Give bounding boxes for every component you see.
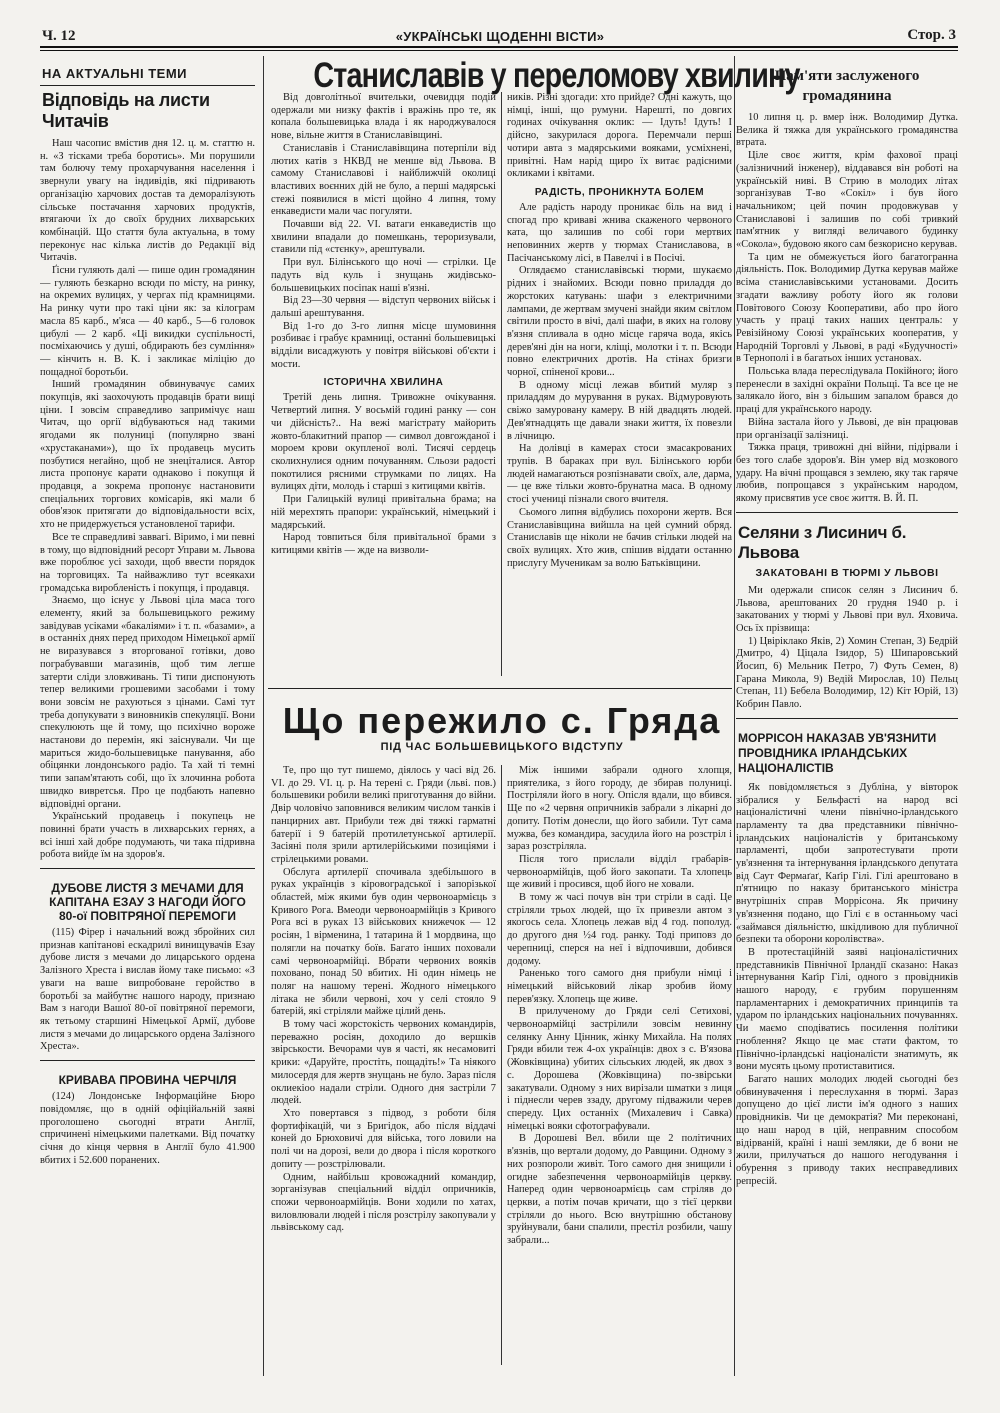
paragraph: Тяжка праця, тривожні дні війни, підірвали і без того слабе здоров'я. Він умер від мозкового удару. На вічні прощався з землею, яку так гаряче любив, попрощався з українським народом, якому присвятив усе своє життя. В. Й. П. [736,442,958,505]
paragraph: Війна застала його у Львові, де він працював при організації залізниці. [736,416,958,441]
paragraph: Між іншими забрали одного хлопця, приятелика, з його городу, де збирав полуниці. Постріляли його в ногу. Опісля вдали, що вбився. Ще по «2 червня опричників забрали з лікарні до допиту. Потім донесли, що його забили. Тут сама мужва, без командира, засудила його на розстріл і зараз розстріляла. [507,765,732,853]
paragraph: При вул. Білінського що ночі — стрілки. Це падуть від куль і знущань жидівсько-большевицьких посіпак наші в'язні. [271,257,496,294]
paragraph: Станиславів і Станиславівщина потерпіли від лютих катів з НКВД не менше від Львова. В самому Станиславові і найближчій околиці властивих воєнних дій не було, а перші мадярські стежі появилися в місті щойно 4 липня, тому енкаведисти мали час погуляти. [271,142,496,218]
left-column [40,58,255,1378]
paragraph: В тому часі жорстокість червоних командирів, переважно росіян, доходило до вершків звірськости. Вечорами чув я часті, як несамовиті крики: «Даруйте, простіть, пощадіть!» Та ніякого милосердя для жертв знущань не було. Зараз після оклиекіоо надали стріли. Одного дня застріли 7 людей. [271,1019,496,1107]
gryada-column-1 [271,765,496,1365]
paragraph: Обслуга артилерії спочивала здебільшого в руках українців з кіровоградської і запорізької областей, між якими був один червоноармієць з Кривого Рога. Вмеоди червоноармійців з Кривого Рога всі в руках 13 військових книжечок — 12 росіян, 1 вірменина, 1 татарина й 1 мордвина, що полягли на початку боїв. Багато інших поховали самі червоноармійці. Вбрати червоних вояків поховано, понад 50 вбитих. Ні один німець не поляг на нашому терені. Жодного німецького літака не збили червоні, хоч у селі стояло 9 батерій, які стріляли майже цілий день. [271,866,496,1018]
section-rule [736,512,958,513]
subheadline-villagers: ЗАКАТОВАНІ В ТЮРМІ У ЛЬВОВІ [755,566,939,579]
gryada-column-2 [507,765,732,1365]
page-number-right: Стор. 3 [907,27,956,43]
article-headline-villagers: Селяни з Лисинич б. Львова [738,522,907,562]
paragraph: Одним, найбільш кровожадний командир, зорганізував спеціальний відділ опричників, спожи червоноармійців. Вони ходили по хатах, виловлювали людей і після розстрілу закопували у львівському сад. [271,1171,496,1234]
section-kicker: НА АКТУАЛЬНІ ТЕМИ [40,58,255,86]
paragraph: При Галицькій вулиці привітальна брама; на ній мерехтять прапори: український, німецький і мадярський. [271,494,496,531]
paragraph: Оглядаємо станиславівські тюрми, шукаємо рідних і знайомих. Всюди повно приладдя до жорстоких катувань: шафи з електричними лампами, де жертвам змучені знайди яким світлом світили просто в вічі, далі шафи, в яких на голову в'язня спливала в одно місце гаряча вода, якісь дерев'яні дін на ноги, кліщі, молотки і т. п. Всюди повно електричних дротів. На стінах бризги чорної, спіненої крови... [507,265,732,379]
article-readers-body [40,138,255,862]
paragraph: Інший громадянин обвинувачує самих покупців, які заохочують продавців брати вищі ціни. І зовсім справедливо запримічує наш Читач, що оргії відбуваються над такими ягодами як полуниці (популярно звані «хрустаканами»), що їх продавець мусить позбутися негайно, щоб не знеціталися. Автор листа пропонує карати однаково і покупця й продавця, а зокрема пропонує настановити спеціальних торгових комісарів, які мали б обов'язок притягати до відповідальности всіх, хто не придержується установленої тарифи. [40,379,255,531]
article-headline-churchill: КРИВАВА ПРОВИНА ЧЕРЧІЛЯ [58,1073,237,1088]
paragraph: Український продавець і покупець не повинні брати участь в лихварських гернях, а всі інші хай добре подумають, чи така підривна робота вийде їм на здоров'я. [40,811,255,861]
paragraph: Сьомого липня відбулись похорони жертв. Вся Станиславівщина вийшла на цей сумний обряд. Станиславів ще ніколи не бачив стільки людей на своїх вулицях. Хто жив, спішив віддати останню прислугу Мученикам за волю Батьківщини. [507,506,732,569]
subheading-joy-with-pain: РАДІСТЬ, ПРОНИКНУТА БОЛЕМ [534,186,705,198]
column-divider [501,92,502,676]
column-divider [263,56,264,1376]
column-divider [501,765,502,1365]
article-headline-readers: Відповідь на листи Читачів [42,90,210,131]
section-rule [736,718,958,719]
paragraph: Від 23—30 червня — відступ червоних військ і дальші арештування. [271,295,496,319]
paragraph: 1) Цвіріклако Яків, 2) Хомин Степан, 3) Бедрій Дмитро, 4) Ціцала Ізидор, 5) Шипаровський Йосип, 6) Мельник Петро, 7) Футь Семен, 8) Гарана Микола, 9) Ведій Мирослав, 10) Пельц Степан, 11) Бебела Володимир, 12) Кіт Юрій, 13) Кобрин Павло. [736,635,958,711]
stanislaviv-column-2 [507,92,732,677]
headline-gryada: Що пережило с. Гряда [282,700,722,741]
subheading-historic-moment: ІСТОРИЧНА ХВИЛИНА [323,377,444,389]
paragraph: На долівці в камерах стоси змасакрованих трупів. В бараках при вул. Білінського юрби людей намагаються розпізнавати своїх, але, дарма, — це вже тільки жовто-брунатна маса. В одному стосі учениці пізнали свого вчителя. [507,443,732,506]
column-divider [734,56,735,1376]
paragraph: 10 липня ц. р. вмер інж. Володимир Дутка. Велика й тяжка для українського громадянства втрата. [736,112,958,149]
headline-stanislaviv: Станиславів у переломову хвилину [313,56,800,95]
paragraph: Почавши від 22. VI. ватаги енкаведистів що хвилини впадали до помешкань, тероризували, ставили під «стєнку», арештували. [271,219,496,256]
paragraph: Але радість народу проникає біль на вид і спогад про криваві жнива скаженого червоного ката, що залишив по собі гори мертвих неповинних жертв у тюрмах Станиславова, в Пасічанському лісі, в Павелчі і в Посічі. [507,201,732,264]
paragraph: Від довголітньої вчительки, очевидця подій одержали ми низку фактів і вражінь про те, як копала большевицька влада і як народжувалося нове, вільне життя в Станиславівщині. [271,92,496,142]
paragraph: (115) Фірер і начальний вожд збройних сил признав капітанові ескадрилі винищувачів Езау дубове листя з мечами до лицарського ордена Залізного Хреста і вислав йому таке письмо: «З уваги на ваше випробоване геройство в боротьбі за майбутнє нашого народу, признаю Вам з нагоди Вашої 80-ої повітряної перемоги, як тетьому старшині Німецької Армії, дубове листя з мечами до лицарського ордена Залізного Хреста». [40,927,255,1053]
section-rule [268,688,732,689]
paragraph: Наш часопис вмістив дня 12. ц. м. статтю н. н. «З тісками треба боротись». Ми порушили там болючу тему прохарчування населення і звернули увагу на індивідів, які підривають організацію харчових достав та деморалізують сільське постачання харчових продуктів, втягаючи їх до своїх брудних лихварських комбінацій. Що стаття була актуальна, в тому переконує нас кілька листів до Редакції від Читачів. [40,138,255,264]
article-headline-morrison: МОРРІСОН НАКАЗАВ УВ'ЯЗНИТИ ПРОВІДНИКА ІРЛАНДСЬКИХ НАЦІОНАЛІСТІВ [738,730,937,775]
article-headline-oak-leaves: ДУБОВЕ ЛИСТЯ З МЕЧАМИ ДЛЯ КАПІТАНА ЕЗАУ З НАГОДИ ЙОГО 80-ої ПОВІТРЯНОЇ ПЕРЕМОГИ [49,881,246,924]
paragraph: Ми одержали список селян з Лисинич б. Львова, арештованих 20 грудня 1940 р. і закатованих у тюрмі у Львові при вул. Яховича. Ось їх прізвища: [736,584,958,634]
stanislaviv-column-1 [271,92,496,677]
paragraph: ників. Різні здогади: хто прийде? Одні кажуть, що німці, інші, що румуни. Нарешті, по довгих годинах очікування оклик: — Ідуть! Ідуть! І дійсно, закурилася дорога. Перемчали перші чотири авта з мадярськими вояками, усміхнені, привітні. Нам нарід щиро їх витає радісними окликами і квітами. [507,92,732,180]
paragraph: Те, про що тут пишемо, діялось у часі від 26. VI. до 29. VI. ц. р. На терені с. Гряди (льві. пов.) большевики робили великі приготування до війни. Двір чоловічо заповнився великим числом танків і панцирних авт. Прибули теж дві тяжкі гарматні батерії і 9 батерій протилетунської артилерії. Засіяні поля зрили артилерійськими позиціями і стрілецькими ровами. [271,765,496,865]
paragraph: Польська влада переслідувала Покійного; його перенесли в західні окраїни Польщі. Та все це не залякало його, він з більшим запалом брався до праці для українського народу. [736,366,958,416]
paragraph: Ціле своє життя, крім фахової праці (залізничний інженер), віддавався він роботі на українській ниві. В Стрию в молодих літах зорганізував Т-во «Сокіл» і був його начальником; цей почин продовжував у Станиславові і залишив по собі тривкий пам'ятник у вигляді величавого будинку «Сокола», будовою якого сам безкорисно керував. [736,150,958,251]
paragraph: В тому ж часі почув він три стріли в саді. Це стріляли трьох людей, що їх привезли автом з якогось села. Хлопець лежав від 4 год. пополуд. до другого дня ½4 год. ранку. Тоді приповз до черепниці, сперся на неї і відпочивши, добився додому. [507,892,732,967]
paragraph: Та цим не обмежується його багатогранна діяльність. Пок. Володимир Дутка керував майже всіма станиславівськими установами. Досить згадати важливу роботу його як голови Повітового Союзу Кооперативи, або про його участь у праці таких наших централь: у Ревізійному Союзі українських кооператив, у Народній Торговлі у Львові, в раді «Будучності» в Тернополі і в багатьох інших установах. [736,251,958,365]
masthead [40,26,960,48]
paragraph: (124) Лондонське Інформаційне Бюро повідомляє, що в одній офіційальній заяві проголошено сьогодні втрати Англії, спричинені німецькими палетками. Від початку січня до кінця червня в Англії було 41.900 вбитих і 52.600 поранених. [40,1091,255,1166]
paragraph: В прилученому до Гряди селі Сетихові, червоноармійці застрілили зовсім невинну селянку Анну Цінник, жінку Михайла. На полях Гряди вбили теж 4-ох українців: двох з с. В'язова (Жовківщина) убитих сільських людей, як двох з с. Дорошева (Жовківщина) по-звірськи закатували. Одному з них вирізали шматки з лиця і піднесли черев ззаду, другому підважили черев спереду. Цих останніх (Михалевич і Савка) німецькі вояки сфотографували. [507,1006,732,1132]
paragraph: Як повідомляється з Дубліна, у вівторок зібралися у Бельфасті на народ всі націоналістичні члени північно-ірландського парламенту та два представники північно-ірландських націоналістів у британському парламенті, щоби запротестувати проти ув'язнення та інтернування ірландського депутата від Саут Фермаґаґ, Каґір Гілі. Гілі арештовано в п'ятницю по наказу британського міністра внутрішніх справ Моррісона. Як причину ув'язнення подано, що Гілі є в останньому часі «займався діяльністю, шкідливою для публичної безпеки та оборони королівства». [736,781,958,946]
paragraph: Третій день липня. Тривожне очікування. Четвертий липня. У восьмій годині ранку — сон чи дійсність?.. На вежі магістрату майорить жовто-блакитний прапор — символ довгожданої і мороем крови окупленої волі. Тисячі сердець сколихнулися одним почуванням. Сльози радості покотилися рясними струмками по лицях. На вулицях діти, молодь і старші з китицями квітів. [271,392,496,493]
paragraph: Після того прислали відділ грабарів-червоноармійців, щоб його закопати. Та хлопець ще живий і просився, щоб його не ховали. [507,853,732,891]
paragraph: Раненько того самого дня прибули німці і німецький військовий лікар зробив йому перев'язку. Хлопець ще живе. [507,968,732,1005]
section-rule [40,1060,255,1061]
paragraph: Від 1-го до 3-го липня місце шумовиння розбиває і грабує крамниці, останні большевицькі відділи висаджують у повітря військові об'єкти і мости. [271,320,496,370]
newspaper-title: «УКРАЇНСЬКІ ЩОДЕННІ ВІСТИ» [395,29,605,44]
section-rule [40,868,255,869]
paragraph: Хто повертався з підвод, з роботи біля фортифікацій, чи з Бригідок, або після віддачі коней до Брюховичі для війська, того ловили на полі чи на дорозі, вели до двора і після короткого допиту — розстрілювали. [271,1107,496,1170]
paragraph: Багато наших молодих людей сьогодні без обвинувачення і переслухання в тюрмі. Зараз допущено до цієї листи ім'я одного з наших провідників. Чи це демократія? Ми переконані, що наш народ в цій, неправним способом відірваній, країні і наші земляки, де б вони не жили, прилучаться до нашого негодування і обурення з приводу таких несправедливих репресій. [736,1074,958,1187]
paragraph: Народ товпиться біля привітальної брами з китицями квітів — жде на визволи- [271,532,496,556]
paragraph: В одному місці лежав вбитий муляр з приладдям до мурування в руках. Відмуровують свіжо замуровану камеру. В ній двадцять людей. Дев'ятнадцять ще давали знаки життя, їх повезли в лічницю. [507,379,732,442]
subheadline-gryada: ПІД ЧАС БОЛЬШЕВИЦЬКОГО ВІДСТУПУ [380,741,624,753]
paragraph: Ґісни гуляють далі — пише один громадянин — гуляють безкарно всюди по місту, на ринку, на окремих вулицях, у чергах під крамницями. На ринку чути про такі ціни як: за кілограм масла 85 карб., м'яса — 40 карб., 5—6 головок цибулі — 2 карб. «Ці викидки суспільності, посміхаючись у душі, обдирають без сумління» — кінчить н. В. К. і закликає міліцію до пощадної боротьби. [40,265,255,378]
masthead-rule [40,46,958,48]
paragraph: В Дорошеві Вел. вбили ще 2 політичних в'язнів, що вертали додому, до Равщини. Одному з них розпороли живіт. Того самого дня знищили і огидне забезпечення червоноармійців церкву. Наперед один червоноармієць сам стріляв до церкви, а потім почав кричати, що з тієї церкви стріляли до нього. Всю внутрішню обстанову зруйнували, бани спалили, престіл розбили, чашу забрали... [507,1133,732,1247]
masthead-rule-thin [40,50,958,51]
paragraph: В протестаційній заяві націоналістичних представників Північної Ірландії сказано: Наказ інтернування Каґір Гілі, одного з провідників нашого народу, є грубим порушенням парламентарних і демократичних принципів та ударом по ірландських національних почуваннях. Чи маємо сподіватись посилення політики гноблення? Якщо це має стати фактом, то Північно-ірландські націоналісти знатимуть, як вони мусять цьому протиставитися. [736,946,958,1073]
article-headline-memorial: Пам'яти заслуженого громадянина [774,68,920,104]
paragraph: Знаємо, що існує у Львові ціла маса того елементу, який за большевицького режиму завідував усіками «бакаліями» і т. п. «базами», а в останніх днях перед приходом Німецької армії не виразувався з вторгованої готівки, дово пограбувавши магазинів, щоб тим легше затерти сліди зловживань. Ті типи диспонують тепер великими грошевими засобами і тому вони зовсім не рахуються з цінами. Самі тут треба допукувати з виновників спекуляції. Вони спекулюють ще й тому, що психічно вороже настанови до перемін, які заіснували. Чи ще мариться жидо-большевицьке панування, або обіцянки лондонського радіо. Та хай ті темні типи запам'ятають собі, що їх злочинна робота швидко вивретсья. Про це подбають напевно відповідні органи. [40,595,255,810]
right-column [736,58,958,1378]
page-number-left: Ч. 12 [42,28,76,44]
paragraph: Все те справедливі заввагі. Віримо, і ми певні в тому, що відповідний ресорт Управи м. Львова вже пороблює усі заходи, щоб ввести порядок на торговицях. Та найважливо тут всеякахи громадська вирoбленість і покупця, і продавця. [40,531,255,594]
